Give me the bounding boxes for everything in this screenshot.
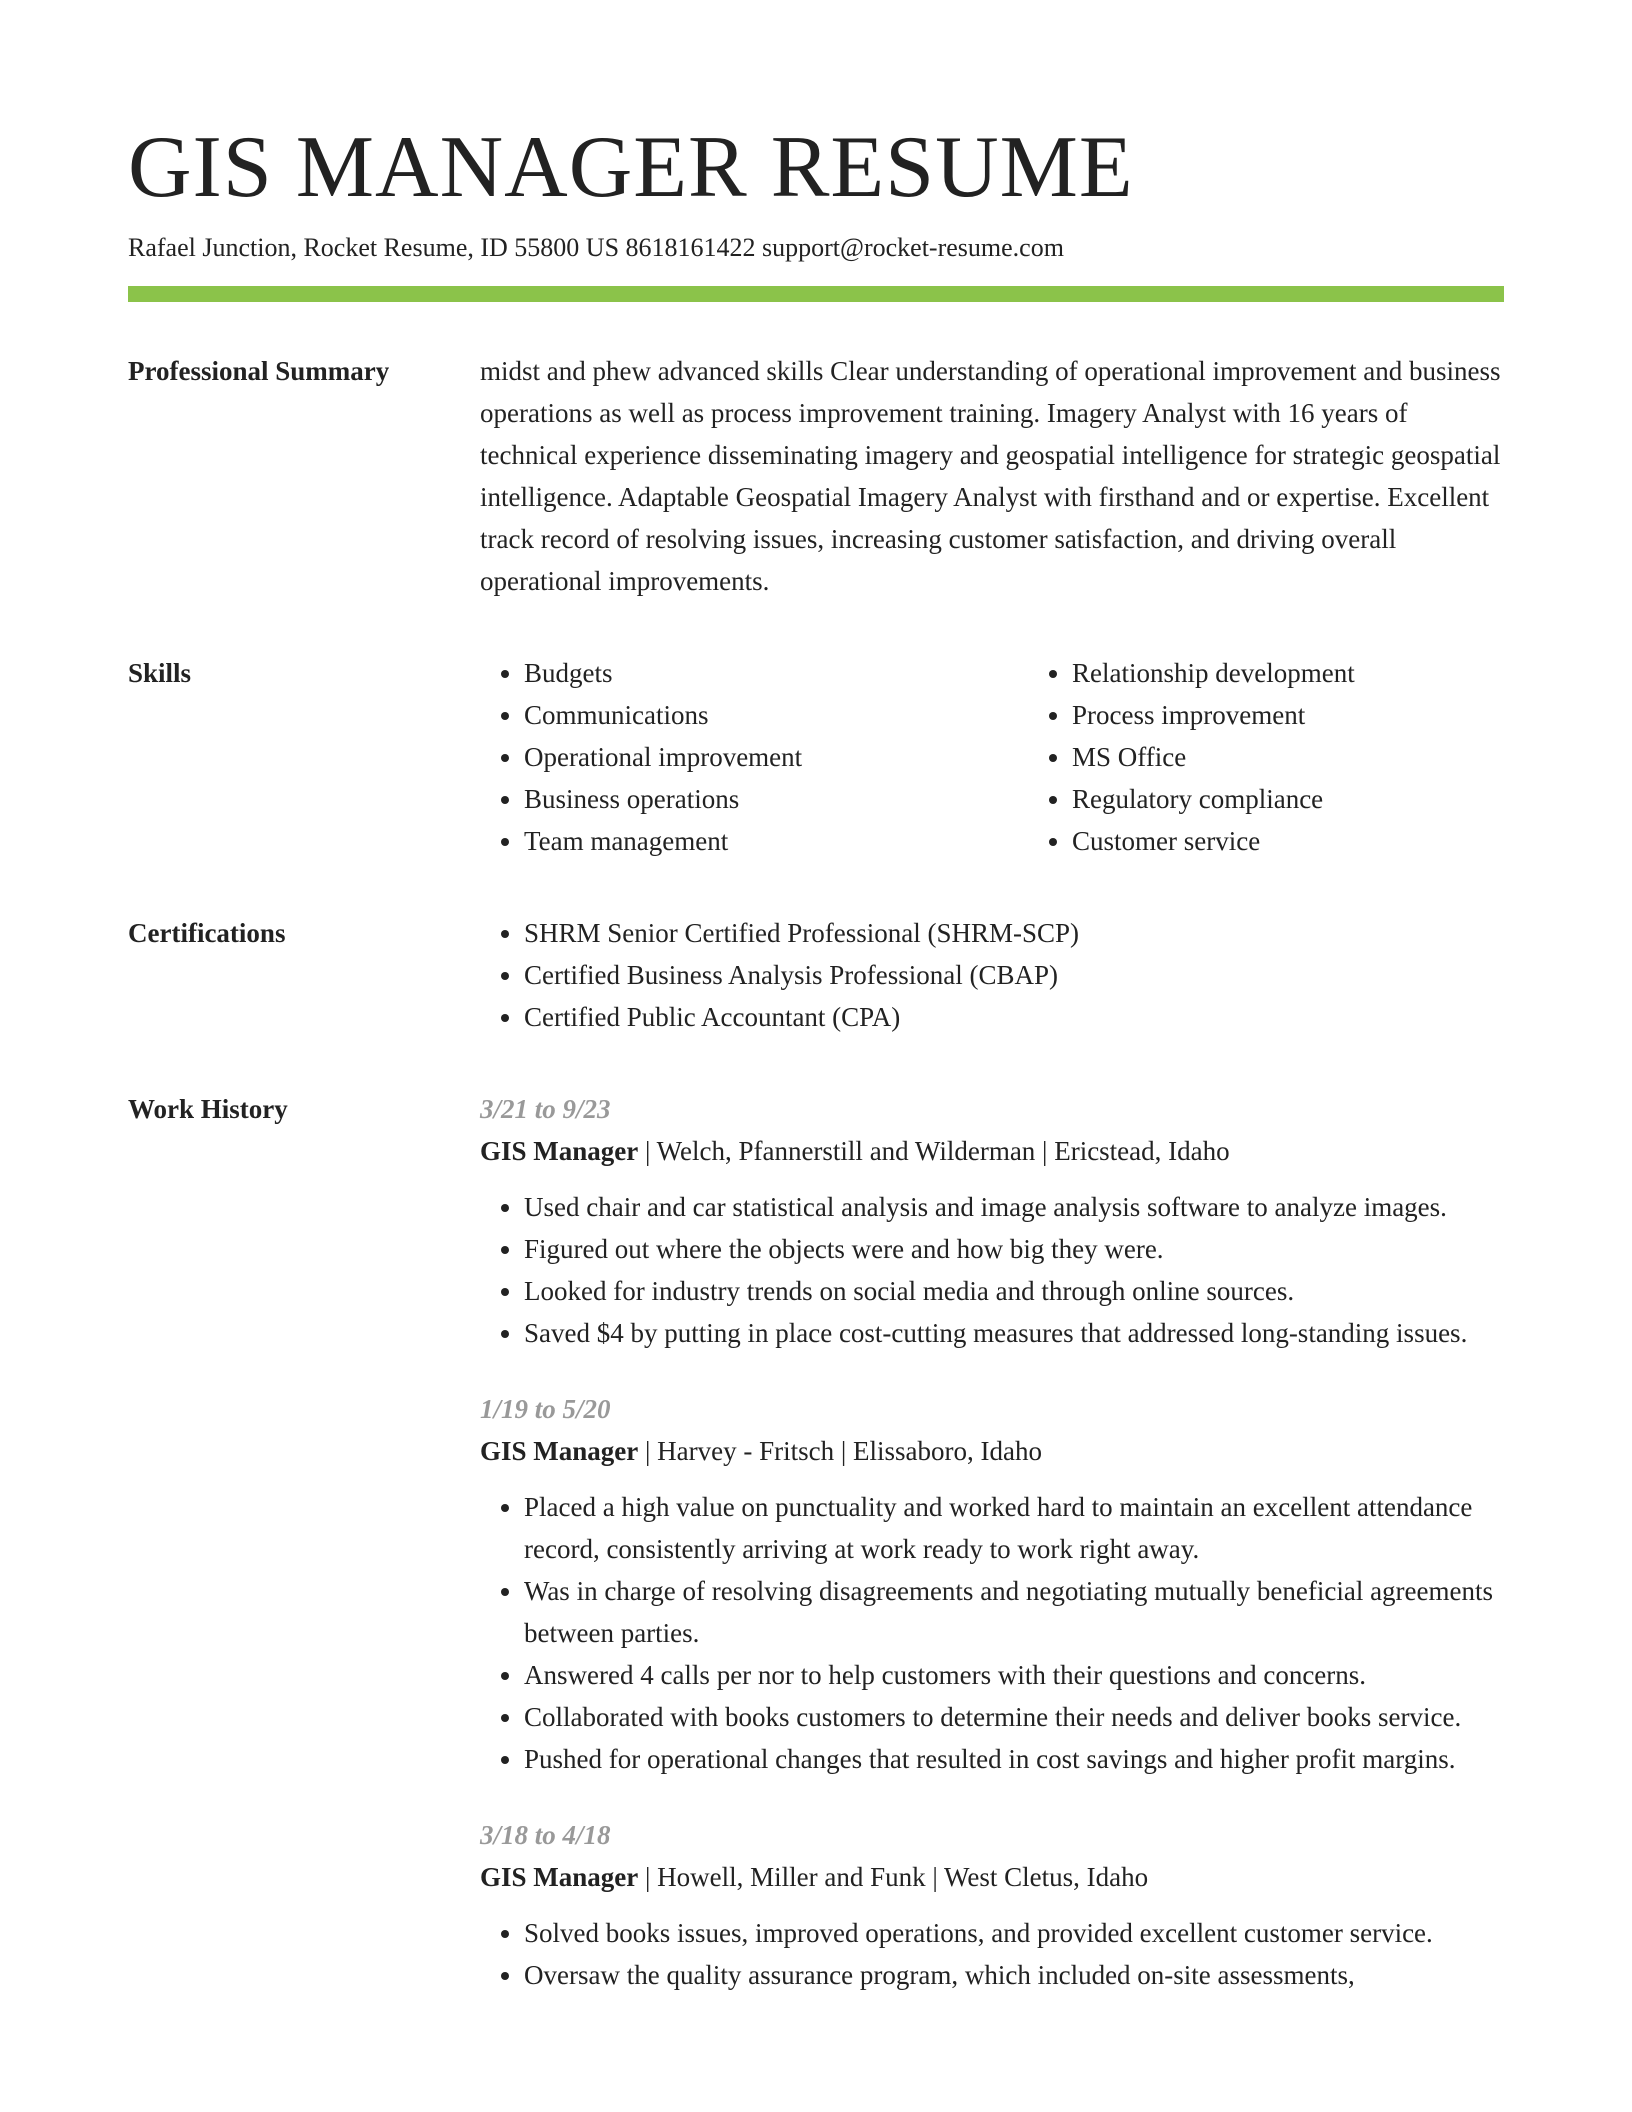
skill-item: • Customer service [1072,820,1576,862]
contact-line: Rafael Junction, Rocket Resume, ID 55800 US 8618161422 support@rocket-resume.com [128,233,1064,262]
job-bullets [480,1486,1504,1780]
summary-text: midst and phew advanced skills Clear understanding of operational improvement and business operations as well as process improvement training. Imagery Analyst with 16 years of technical experience disseminating imagery and geospatial intelligence for strategic geospatial intelligence. Adaptable Geospatial Imagery Analyst with firsthand and or expertise. Excellent track record of resolving issues, increasing customer satisfaction, and driving overall operational improvements. [480,356,1501,596]
job-bullets [480,1912,1504,1996]
job-bullet: • Oversaw the quality assurance program, which included on-site assessments, [524,1954,1504,1996]
job-entry [480,1088,1504,1354]
section-label: Work History [128,1094,288,1124]
resume-page [128,118,1504,2030]
job-heading [480,1856,1504,1898]
certification-item: • Certified Public Accountant (CPA) [524,996,1504,1038]
job-date: 3/21 to 9/23 [480,1094,611,1124]
resume-title: GIS MANAGER RESUME [128,119,1134,216]
job-details: | Welch, Pfannerstill and Wilderman | Ericstead, Idaho [638,1136,1230,1166]
skill-item: • Team management [524,820,1028,862]
skill-item: • Relationship development [1072,652,1576,694]
job-date: 1/19 to 5/20 [480,1394,611,1424]
job-date: 3/18 to 4/18 [480,1820,611,1850]
skill-item: • Regulatory compliance [1072,778,1576,820]
skill-item: • Business operations [524,778,1028,820]
job-bullet: • Was in charge of resolving disagreements and negotiating mutually beneficial agreements between parties. [524,1570,1504,1654]
accent-divider [128,286,1504,302]
job-title: GIS Manager [480,1136,639,1166]
skill-item: • Process improvement [1072,694,1576,736]
job-title: GIS Manager [480,1862,639,1892]
certifications-section [128,912,1504,1038]
skill-item: • Communications [524,694,1028,736]
skills-section [128,652,1504,862]
job-entry [480,1814,1504,1996]
skill-item: • Operational improvement [524,736,1028,778]
job-bullet: • Answered 4 calls per nor to help customers with their questions and concerns. [524,1654,1504,1696]
summary-section [128,350,1504,602]
skill-item: • Budgets [524,652,1028,694]
job-heading [480,1130,1504,1172]
job-bullet: • Pushed for operational changes that resulted in cost savings and higher profit margins. [524,1738,1504,1780]
job-bullet: • Looked for industry trends on social media and through online sources. [524,1270,1504,1312]
job-details: | Harvey - Fritsch | Elissaboro, Idaho [638,1436,1042,1466]
section-label: Certifications [128,918,286,948]
job-bullets [480,1186,1504,1354]
work-history-section [128,1088,1504,2030]
skills-list-right [1028,652,1576,862]
skill-item: • MS Office [1072,736,1576,778]
job-bullet: • Saved $4 by putting in place cost-cutting measures that addressed long-standing issues. [524,1312,1504,1354]
job-bullet: • Collaborated with books customers to determine their needs and deliver books service. [524,1696,1504,1738]
certifications-list [480,912,1504,1038]
job-entry [480,1388,1504,1780]
certification-item: • Certified Business Analysis Professional (CBAP) [524,954,1504,996]
certification-item: • SHRM Senior Certified Professional (SHRM-SCP) [524,912,1504,954]
skills-list-left [480,652,1028,862]
section-label: Skills [128,658,192,688]
job-title: GIS Manager [480,1436,639,1466]
job-bullet: • Figured out where the objects were and how big they were. [524,1228,1504,1270]
job-bullet: • Solved books issues, improved operations, and provided excellent customer service. [524,1912,1504,1954]
job-heading [480,1430,1504,1472]
job-details: | Howell, Miller and Funk | West Cletus, Idaho [638,1862,1149,1892]
job-bullet: • Used chair and car statistical analysis and image analysis software to analyze images. [524,1186,1504,1228]
job-bullet: • Placed a high value on punctuality and worked hard to maintain an excellent attendance record, consistently arriving at work ready to work right away. [524,1486,1504,1570]
section-label: Professional Summary [128,356,390,386]
